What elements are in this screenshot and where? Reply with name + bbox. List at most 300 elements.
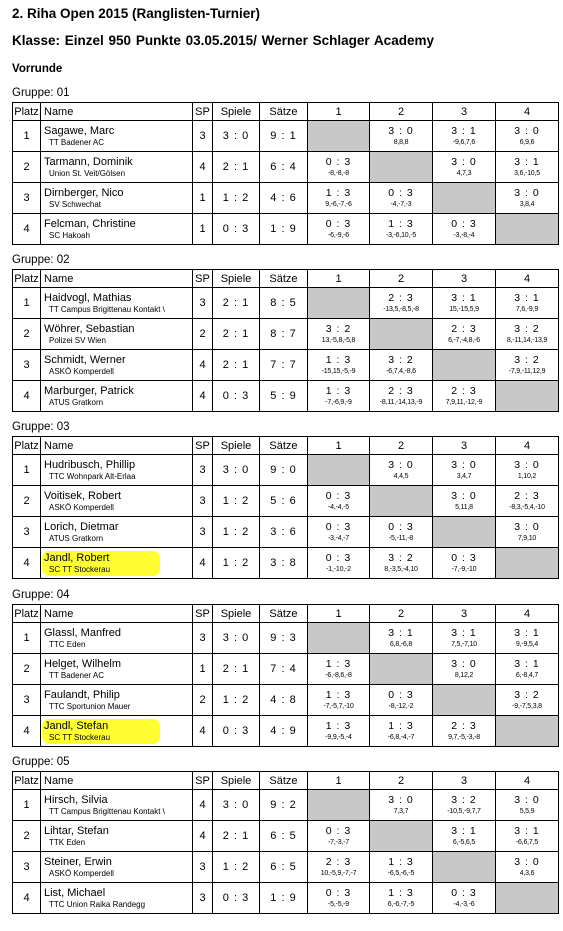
player-club: TT Campus Brigittenau Kontakt \: [49, 304, 165, 314]
match-cell: [496, 852, 559, 883]
player-club: TTC Union Raika Randegg: [49, 899, 146, 909]
match-score: 3 : 2: [388, 354, 414, 366]
match-score: 3 : 0: [451, 459, 477, 471]
match-score: 2 : 3: [388, 385, 414, 397]
set-scores: -5,-11,-8: [388, 535, 414, 542]
header-spiele: Spiele: [213, 772, 260, 790]
header-name: Name: [41, 772, 193, 790]
player-name: Jandl, Robert: [44, 551, 110, 564]
platz-cell: 1: [13, 455, 41, 486]
match-score: 3 : 1: [451, 627, 477, 639]
player-cell: [41, 152, 193, 183]
set-scores: -7,-6,9,-9: [325, 399, 352, 406]
match-cell: [496, 319, 559, 350]
match-score: 2 : 3: [451, 323, 477, 335]
match-score: 1 : 3: [325, 689, 352, 701]
player-info: [44, 323, 192, 346]
match-score: 3 : 2: [514, 689, 540, 701]
header-c4: 4: [496, 103, 559, 121]
sp-cell: 4: [193, 152, 213, 183]
match-score: 1 : 3: [325, 720, 352, 732]
match-cell: [496, 183, 559, 214]
match-cell: [496, 486, 559, 517]
match-cell: [308, 716, 370, 747]
match-score: 0 : 3: [325, 825, 352, 837]
match-score: 1 : 3: [325, 354, 352, 366]
player-cell: [41, 548, 193, 579]
spiele-cell: 3 : 0: [213, 455, 260, 486]
match-cell: [308, 214, 370, 245]
header-saetze: Sätze: [260, 437, 308, 455]
player-club: SC TT Stockerau: [49, 564, 111, 574]
sp-cell: 4: [193, 381, 213, 412]
player-cell: [41, 381, 193, 412]
match-score: 1 : 3: [325, 187, 352, 199]
match-score: 3 : 2: [514, 354, 540, 366]
match-cell: [496, 455, 559, 486]
player-name: Sagawe, Marc: [44, 124, 115, 137]
player-name: Hirsch, Silvia: [44, 793, 108, 806]
self-match-cell: [433, 517, 496, 548]
match-cell: [370, 790, 433, 821]
player-club: SV Schwechat: [49, 199, 102, 209]
match-cell: [370, 455, 433, 486]
spiele-cell: 0 : 3: [213, 716, 260, 747]
player-club: ASKÖ Komperdell: [49, 502, 114, 512]
set-scores: 7,3,7: [393, 808, 409, 815]
set-scores: -7,-9,-10: [451, 566, 477, 573]
player-club: TTC Wohnpark Alt-Erlaa: [49, 471, 136, 481]
match-cell: [433, 319, 496, 350]
spiele-cell: 0 : 3: [213, 381, 260, 412]
player-cell: [41, 350, 193, 381]
saetze-cell: 1 : 9: [260, 214, 308, 245]
header-c1: 1: [308, 270, 370, 288]
match-score: 1 : 3: [388, 887, 414, 899]
set-scores: -6,8,-4,-7: [387, 734, 415, 741]
player-info: [44, 385, 192, 408]
header-sp: SP: [193, 772, 213, 790]
sp-cell: 3: [193, 883, 213, 914]
set-scores: -7,9,-11,12,9: [508, 368, 546, 375]
spiele-cell: 3 : 0: [213, 790, 260, 821]
match-score: 3 : 2: [388, 552, 414, 564]
player-cell: [41, 517, 193, 548]
class-date-venue: Klasse: Einzel 950 Punkte 03.05.2015/ Werner Schlager Academy: [12, 33, 434, 48]
set-scores: 8,-3,5,-4,10: [384, 566, 418, 573]
saetze-cell: 6 : 4: [260, 152, 308, 183]
saetze-cell: 9 : 2: [260, 790, 308, 821]
match-cell: [308, 685, 370, 716]
match-score: 3 : 1: [451, 292, 477, 304]
match-score: 3 : 1: [451, 825, 477, 837]
player-cell: [41, 455, 193, 486]
sp-cell: 3: [193, 455, 213, 486]
match-score: 3 : 0: [451, 658, 477, 670]
match-score: 3 : 2: [514, 323, 540, 335]
match-cell: [496, 790, 559, 821]
player-info: [44, 187, 192, 210]
header-saetze: Sätze: [260, 103, 308, 121]
player-club: ATUS Gratkorn: [49, 397, 104, 407]
header-platz: Platz: [13, 605, 41, 623]
player-info: [44, 521, 192, 544]
set-scores: 6,-5,6,5: [452, 839, 476, 846]
set-scores: 6,8,-6,8: [389, 641, 413, 648]
spiele-cell: 3 : 0: [213, 121, 260, 152]
spiele-cell: 3 : 0: [213, 623, 260, 654]
spiele-cell: 0 : 3: [213, 214, 260, 245]
sp-cell: 4: [193, 350, 213, 381]
spiele-cell: 1 : 2: [213, 517, 260, 548]
platz-cell: 2: [13, 654, 41, 685]
match-cell: [496, 821, 559, 852]
set-scores: 4,4,5: [393, 473, 409, 480]
header-platz: Platz: [13, 103, 41, 121]
group-5: [12, 754, 558, 914]
player-row: [13, 548, 559, 579]
platz-cell: 3: [13, 183, 41, 214]
match-cell: [496, 685, 559, 716]
match-score: 3 : 1: [514, 658, 540, 670]
set-scores: -4,-7,-3: [390, 201, 412, 208]
saetze-cell: 4 : 9: [260, 716, 308, 747]
set-scores: 9,-6,-7,-6: [325, 201, 352, 208]
player-row: [13, 152, 559, 183]
match-score: 0 : 3: [451, 218, 477, 230]
set-scores: -13,5,-8,5,-8: [383, 306, 419, 313]
player-info: [44, 218, 192, 241]
player-info: [44, 490, 192, 513]
self-match-cell: [496, 548, 559, 579]
player-cell: [41, 121, 193, 152]
match-score: 3 : 0: [514, 187, 540, 199]
header-c3: 3: [433, 270, 496, 288]
match-cell: [433, 455, 496, 486]
saetze-cell: 4 : 8: [260, 685, 308, 716]
group-title: Gruppe: 04: [12, 589, 70, 601]
saetze-cell: 9 : 1: [260, 121, 308, 152]
sp-cell: 4: [193, 548, 213, 579]
sp-cell: 1: [193, 183, 213, 214]
spiele-cell: 2 : 1: [213, 152, 260, 183]
set-scores: 6,9,6: [519, 139, 535, 146]
saetze-cell: 5 : 6: [260, 486, 308, 517]
match-score: 2 : 3: [451, 720, 477, 732]
match-score: 0 : 3: [388, 521, 414, 533]
header-c1: 1: [308, 605, 370, 623]
platz-cell: 1: [13, 288, 41, 319]
self-match-cell: [308, 288, 370, 319]
sp-cell: 3: [193, 288, 213, 319]
platz-cell: 2: [13, 486, 41, 517]
platz-cell: 3: [13, 350, 41, 381]
player-club: TTC Eden: [49, 639, 86, 649]
spiele-cell: 0 : 3: [213, 883, 260, 914]
match-score: 3 : 0: [514, 459, 540, 471]
self-match-cell: [433, 852, 496, 883]
self-match-cell: [308, 790, 370, 821]
set-scores: -8,-12,-2: [388, 703, 414, 710]
saetze-cell: 3 : 8: [260, 548, 308, 579]
sp-cell: 1: [193, 214, 213, 245]
self-match-cell: [308, 623, 370, 654]
player-name: Voitisek, Robert: [44, 489, 122, 502]
saetze-cell: 7 : 7: [260, 350, 308, 381]
sp-cell: 4: [193, 716, 213, 747]
header-saetze: Sätze: [260, 605, 308, 623]
header-name: Name: [41, 270, 193, 288]
set-scores: 9,7,-5,-3,-8: [448, 734, 480, 741]
header-c3: 3: [433, 772, 496, 790]
spiele-cell: 1 : 2: [213, 548, 260, 579]
player-cell: [41, 654, 193, 685]
group-3: [12, 419, 558, 579]
match-score: 3 : 2: [325, 323, 352, 335]
player-info: [44, 856, 192, 879]
match-cell: [433, 548, 496, 579]
header-c1: 1: [308, 437, 370, 455]
saetze-cell: 6 : 5: [260, 852, 308, 883]
header-c1: 1: [308, 772, 370, 790]
player-row: [13, 214, 559, 245]
spiele-cell: 2 : 1: [213, 821, 260, 852]
sp-cell: 3: [193, 852, 213, 883]
platz-cell: 2: [13, 152, 41, 183]
player-name: Dirnberger, Nico: [44, 186, 124, 199]
spiele-cell: 1 : 2: [213, 852, 260, 883]
match-score: 0 : 3: [325, 218, 352, 230]
set-scores: 7,6,-9,9: [515, 306, 539, 313]
saetze-cell: 9 : 3: [260, 623, 308, 654]
set-scores: -3,-4,-7: [328, 535, 349, 542]
set-scores: 8,8,8: [393, 139, 409, 146]
self-match-cell: [308, 455, 370, 486]
set-scores: -4,-4,-5: [328, 504, 349, 511]
match-score: 1 : 3: [325, 385, 352, 397]
set-scores: -3,-8,-4: [453, 232, 475, 239]
group-1: [12, 85, 558, 245]
header-saetze: Sätze: [260, 270, 308, 288]
header-c2: 2: [370, 270, 433, 288]
self-match-cell: [496, 883, 559, 914]
group-title: Gruppe: 03: [12, 421, 70, 433]
match-cell: [433, 486, 496, 517]
match-score: 1 : 3: [388, 720, 414, 732]
player-row: [13, 517, 559, 548]
match-score: 0 : 3: [325, 521, 352, 533]
set-scores: 3,4,7: [456, 473, 472, 480]
set-scores: 6,-6,-7,-5: [387, 901, 415, 908]
player-name: Lihtar, Stefan: [44, 824, 109, 837]
match-score: 3 : 1: [388, 627, 414, 639]
set-scores: -3,-6,10,-5: [385, 232, 417, 239]
self-match-cell: [308, 121, 370, 152]
match-cell: [308, 883, 370, 914]
match-score: 3 : 2: [451, 794, 477, 806]
player-name: Glassl, Manfred: [44, 626, 122, 639]
set-scores: 5,5,9: [519, 808, 535, 815]
player-row: [13, 821, 559, 852]
player-cell: [41, 214, 193, 245]
set-scores: -6,7,4,-8,6: [386, 368, 416, 375]
header-spiele: Spiele: [213, 605, 260, 623]
player-cell: [41, 319, 193, 350]
player-club: ASKÖ Komperdell: [49, 868, 114, 878]
platz-cell: 4: [13, 883, 41, 914]
self-match-cell: [496, 214, 559, 245]
player-name: Felcman, Christine: [44, 217, 136, 230]
player-row: [13, 319, 559, 350]
saetze-cell: 4 : 6: [260, 183, 308, 214]
self-match-cell: [433, 183, 496, 214]
set-scores: 8,-11,14,-13,9: [506, 337, 548, 344]
saetze-cell: 8 : 5: [260, 288, 308, 319]
set-scores: -6,5,-6,-5: [387, 870, 415, 877]
player-cell: [41, 623, 193, 654]
match-cell: [433, 288, 496, 319]
player-cell: [41, 183, 193, 214]
player-row: [13, 486, 559, 517]
match-score: 3 : 1: [514, 825, 540, 837]
self-match-cell: [370, 821, 433, 852]
player-cell: [41, 685, 193, 716]
match-score: 3 : 0: [514, 794, 540, 806]
player-cell: [41, 288, 193, 319]
header-c4: 4: [496, 605, 559, 623]
player-club: Polizei SV Wien: [49, 335, 106, 345]
player-row: [13, 350, 559, 381]
header-sp: SP: [193, 103, 213, 121]
match-score: 0 : 3: [451, 887, 477, 899]
platz-cell: 2: [13, 319, 41, 350]
saetze-cell: 3 : 6: [260, 517, 308, 548]
match-score: 3 : 0: [388, 794, 414, 806]
group-table: [12, 771, 559, 914]
match-cell: [433, 716, 496, 747]
player-club: SC TT Stockerau: [49, 732, 111, 742]
match-cell: [370, 517, 433, 548]
player-club: ATUS Gratkorn: [49, 533, 104, 543]
match-cell: [308, 548, 370, 579]
self-match-cell: [496, 381, 559, 412]
player-info: [44, 658, 192, 681]
match-score: 2 : 3: [451, 385, 477, 397]
match-cell: [370, 883, 433, 914]
player-row: [13, 288, 559, 319]
header-row: [13, 605, 559, 623]
match-score: 2 : 3: [388, 292, 414, 304]
match-cell: [370, 183, 433, 214]
header-c2: 2: [370, 103, 433, 121]
match-cell: [370, 685, 433, 716]
spiele-cell: 2 : 1: [213, 654, 260, 685]
match-score: 3 : 0: [514, 521, 540, 533]
player-name: Steiner, Erwin: [44, 855, 112, 868]
saetze-cell: 9 : 0: [260, 455, 308, 486]
set-scores: -6,-9,-6: [328, 232, 349, 239]
player-row: [13, 852, 559, 883]
player-cell: [41, 486, 193, 517]
player-club: TT Badener AC: [49, 137, 104, 147]
match-cell: [308, 852, 370, 883]
stage-label: Vorrunde: [12, 63, 63, 75]
set-scores: -4,-3,-6: [453, 901, 475, 908]
platz-cell: 1: [13, 623, 41, 654]
header-saetze: Sätze: [260, 772, 308, 790]
match-cell: [308, 381, 370, 412]
sp-cell: 2: [193, 685, 213, 716]
set-scores: 13,-5,8,-5,8: [321, 337, 356, 344]
match-score: 3 : 0: [514, 856, 540, 868]
set-scores: 15,-15,5,9: [449, 306, 479, 313]
header-row: [13, 437, 559, 455]
set-scores: 8,12,2: [454, 672, 474, 679]
sp-cell: 2: [193, 319, 213, 350]
match-cell: [433, 214, 496, 245]
player-club: TTC Sportunion Mauer: [49, 701, 131, 711]
platz-cell: 3: [13, 852, 41, 883]
document-title: 2. Riha Open 2015 (Ranglisten-Turnier): [12, 6, 261, 21]
match-cell: [433, 821, 496, 852]
match-cell: [433, 790, 496, 821]
match-score: 3 : 0: [388, 459, 414, 471]
match-score: 0 : 3: [325, 552, 352, 564]
platz-cell: 4: [13, 214, 41, 245]
set-scores: 6,-8,4,7: [515, 672, 539, 679]
platz-cell: 4: [13, 381, 41, 412]
match-score: 3 : 0: [514, 125, 540, 137]
match-cell: [370, 548, 433, 579]
header-spiele: Spiele: [213, 437, 260, 455]
player-info: [44, 627, 192, 650]
group-title: Gruppe: 05: [12, 756, 70, 768]
group-title: Gruppe: 02: [12, 254, 70, 266]
sp-cell: 3: [193, 517, 213, 548]
match-score: 0 : 3: [388, 187, 414, 199]
group-table: [12, 604, 559, 747]
player-row: [13, 121, 559, 152]
match-cell: [308, 350, 370, 381]
header-spiele: Spiele: [213, 103, 260, 121]
set-scores: 3,8,4: [519, 201, 535, 208]
match-score: 0 : 3: [325, 887, 352, 899]
player-club: TT Badener AC: [49, 670, 104, 680]
spiele-cell: 1 : 2: [213, 183, 260, 214]
header-row: [13, 270, 559, 288]
player-cell: [41, 790, 193, 821]
player-club: Union St. Veit/Gölsen: [49, 168, 126, 178]
player-info: [44, 794, 192, 817]
spiele-cell: 1 : 2: [213, 685, 260, 716]
set-scores: -8,-8,-8: [328, 170, 349, 177]
match-score: 0 : 3: [325, 156, 352, 168]
set-scores: 4,7,3: [456, 170, 472, 177]
sp-cell: 4: [193, 821, 213, 852]
header-sp: SP: [193, 605, 213, 623]
sp-cell: 3: [193, 486, 213, 517]
match-cell: [370, 716, 433, 747]
saetze-cell: 7 : 4: [260, 654, 308, 685]
self-match-cell: [496, 716, 559, 747]
player-name: Faulandt, Philip: [44, 688, 120, 701]
match-score: 3 : 0: [451, 490, 477, 502]
set-scores: -7,-3,-7: [328, 839, 349, 846]
self-match-cell: [370, 486, 433, 517]
match-score: 1 : 3: [388, 856, 414, 868]
set-scores: -5,-5,-9: [328, 901, 349, 908]
match-cell: [433, 623, 496, 654]
